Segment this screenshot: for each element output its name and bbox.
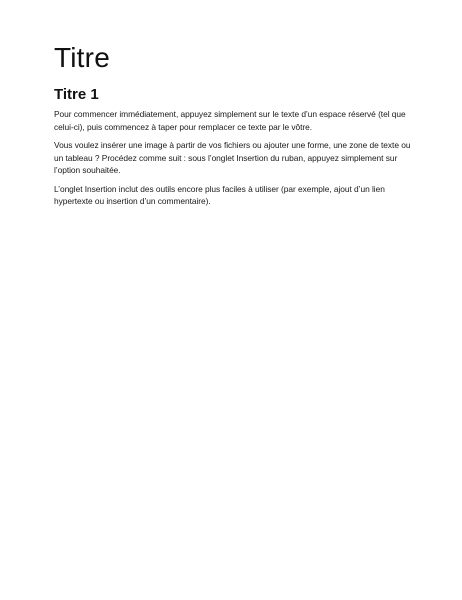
paragraph-1[interactable]: Pour commencer immédiatement, appuyez simplement sur le texte d’un espace réservé (tel que celui-ci), puis commencez à taper pour remplacer ce texte par le vôtre. xyxy=(54,109,406,132)
paragraph-2[interactable]: Vous voulez insérer une image à partir de vos fichiers ou ajouter une forme, une zone de texte ou un tableau ? Procédez comme suit : sous l’onglet Insertion du ruban, appuyez simplement sur l’option souhaitée. xyxy=(54,140,411,175)
heading-1[interactable]: Titre 1 xyxy=(54,86,99,103)
document-title[interactable]: Titre xyxy=(54,42,110,73)
paragraph-3[interactable]: L’onglet Insertion inclut des outils encore plus faciles à utiliser (par exemple, ajout d’un lien hypertexte ou insertion d’un commentaire). xyxy=(54,183,385,206)
document-body[interactable] xyxy=(54,40,424,214)
